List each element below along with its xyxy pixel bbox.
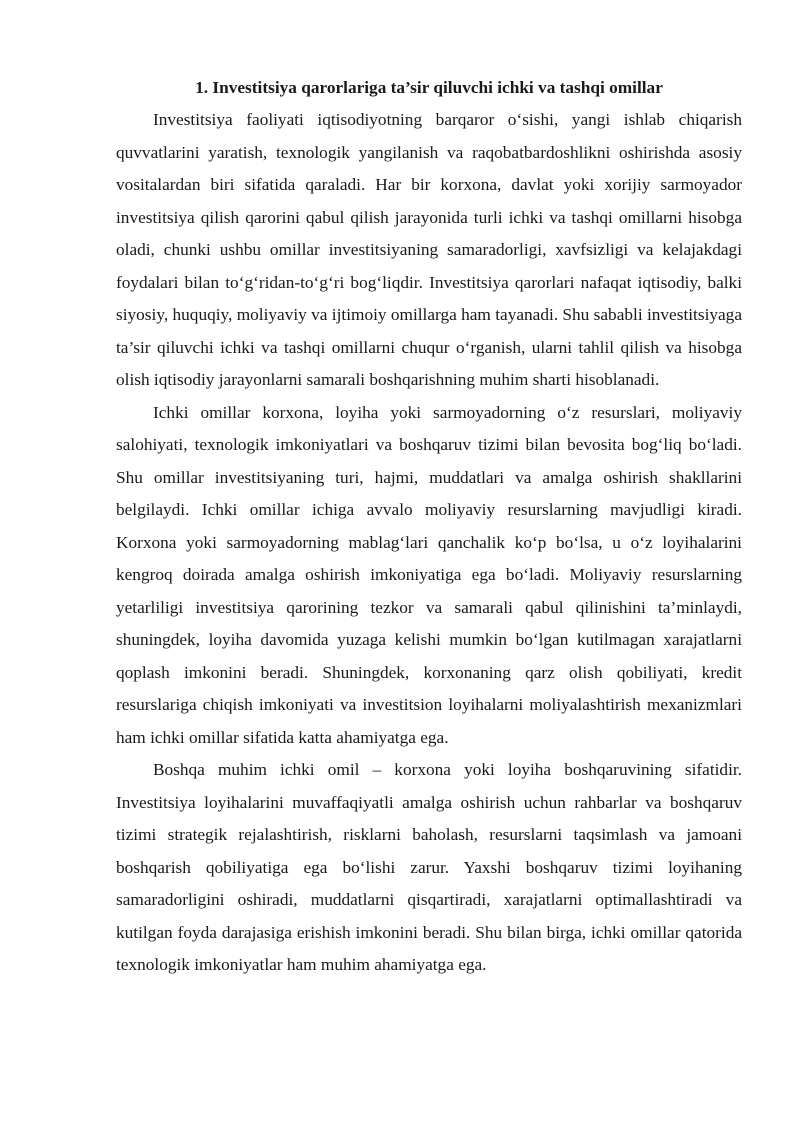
- section-title: 1. Investitsiya qarorlariga ta’sir qiluvchi ichki va tashqi omillar: [195, 78, 663, 97]
- paragraph-management-quality: Boshqa muhim ichki omil – korxona yoki loyiha boshqaruvining sifatidir. Investitsiya loyihalarini muvaffaqiyatli amalga oshirish uchun rahbarlar va boshqaruv tizimi strategik rejalashtirish, risklarni baholash, resurslarni taqsimlash va jamoani boshqarish qobiliyatiga ega bo‘lishi zarur. Yaxshi boshqaruv tizimi loyihaning samaradorligini oshiradi, muddatlarni qisqartiradi, xarajatlarni optimallashtiradi va kutilgan foyda darajasiga erishish imkonini beradi. Shu bilan birga, ichki omillar qatorida texnologik imkoniyatlar ham muhim ahamiyatga ega.: [116, 760, 742, 974]
- document-page: [116, 74, 742, 982]
- paragraph-intro: Investitsiya faoliyati iqtisodiyotning barqaror o‘sishi, yangi ishlab chiqarish quvvatlarini yaratish, texnologik yangilanish va raqobatbardoshlikni oshirishda asosiy vositalardan biri sifatida qaraladi. Har bir korxona, davlat yoki xorijiy sarmoyador investitsiya qilish qarorini qabul qilish jarayonida turli ichki va tashqi omillarni hisobga oladi, chunki ushbu omillar investitsiyaning samaradorligi, xavfsizligi va kelajakdagi foydalari bilan to‘g‘ridan-to‘g‘ri bog‘liqdir. Investitsiya qarorlari nafaqat iqtisodiy, balki siyosiy, huquqiy, moliyaviy va ijtimoiy omillarga ham tayanadi. Shu sababli investitsiyaga ta’sir qiluvchi ichki va tashqi omillarni chuqur o‘rganish, ularni tahlil qilish va hisobga olish iqtisodiy jarayonlarni samarali boshqarishning muhim sharti hisoblanadi.: [116, 110, 742, 389]
- paragraph-internal-factors: Ichki omillar korxona, loyiha yoki sarmoyadorning o‘z resurslari, moliyaviy salohiyati, texnologik imkoniyatlari va boshqaruv tizimi bilan bevosita bog‘liq bo‘ladi. Shu omillar investitsiyaning turi, hajmi, muddatlari va amalga oshirish shakllarini belgilaydi. Ichki omillar ichiga avvalo moliyaviy resurslarning mavjudligi kiradi. Korxona yoki sarmoyadorning mablag‘lari qanchalik ko‘p bo‘lsa, u o‘z loyihalarini kengroq doirada amalga oshirish imkoniyatiga ega bo‘ladi. Moliyaviy resurslarning yetarliligi investitsiya qarorining tezkor va samarali qabul qilinishini ta’minlaydi, shuningdek, loyiha davomida yuzaga kelishi mumkin bo‘lgan kutilmagan xarajatlarni qoplash imkonini beradi. Shuningdek, korxonaning qarz olish qobiliyati, kredit resurslariga chiqish imkoniyati va investitsion loyihalarni moliyalashtirish mexanizmlari ham ichki omillar sifatida katta ahamiyatga ega.: [116, 402, 742, 747]
